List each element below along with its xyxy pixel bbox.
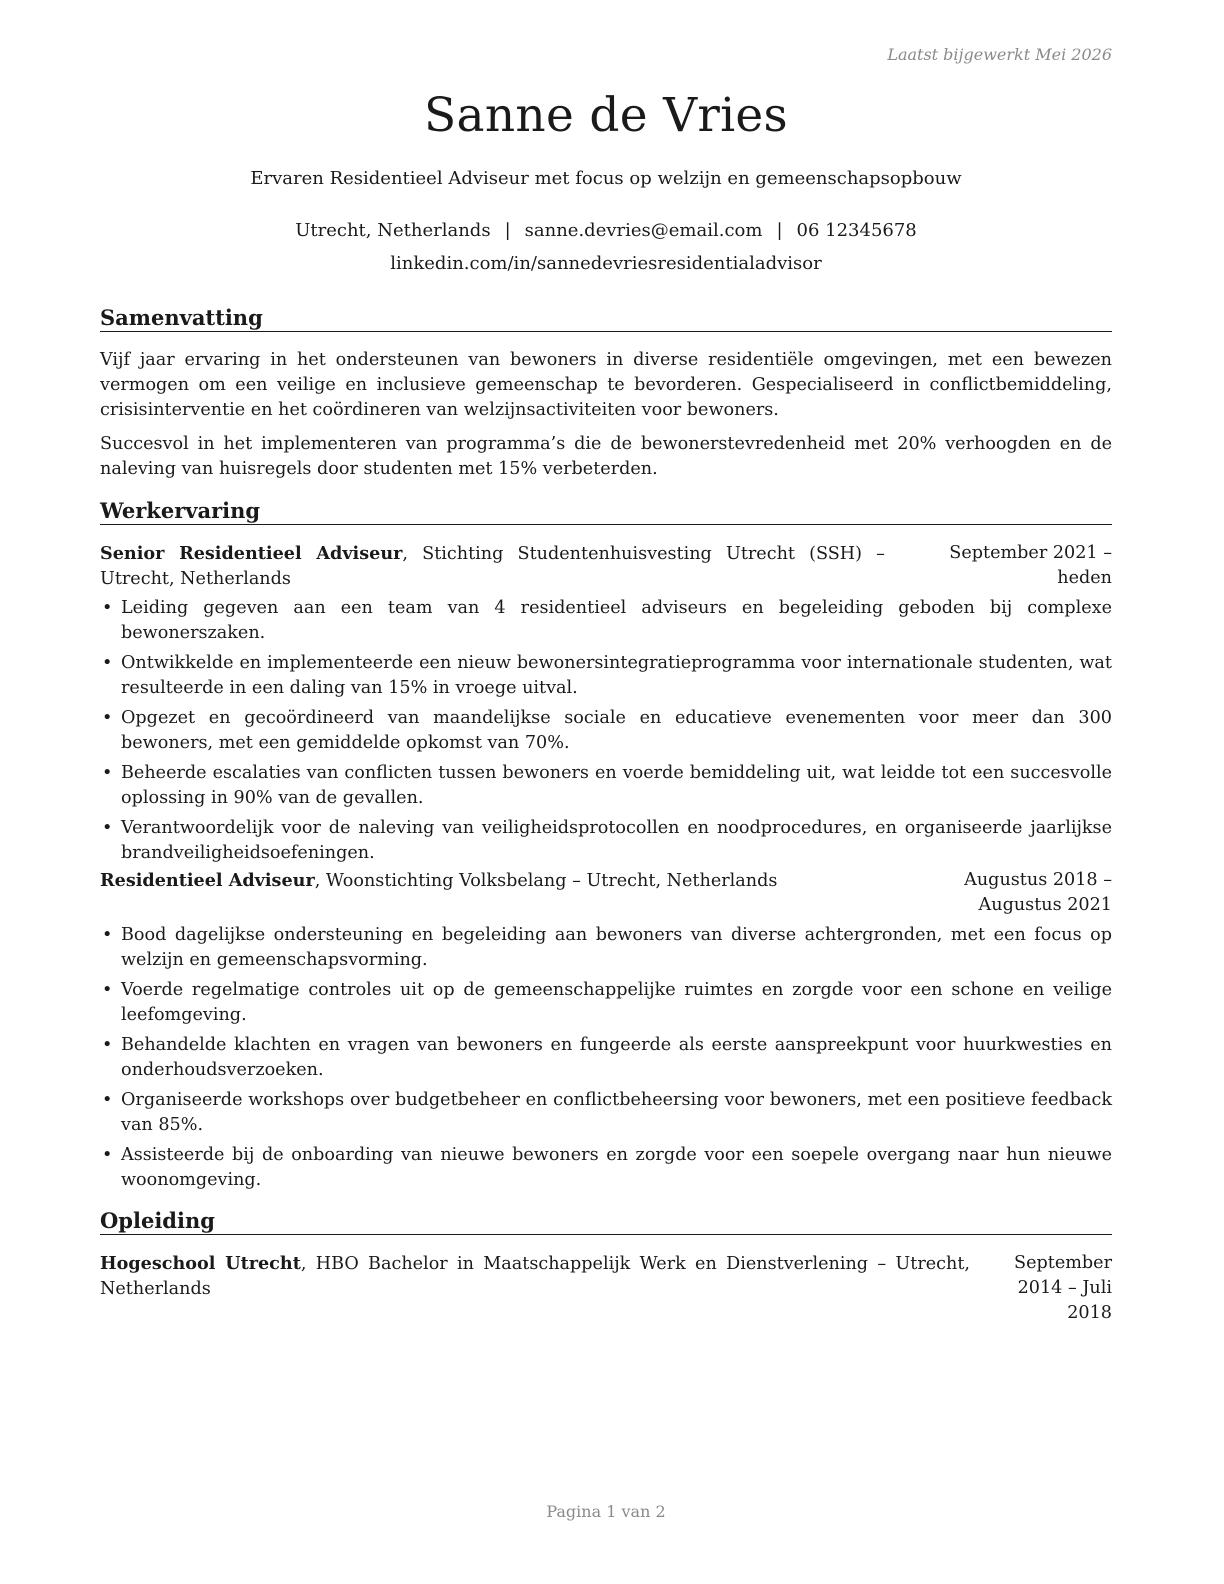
- job-dates: September 2021 – heden: [949, 543, 1112, 588]
- resume-page: [100, 0, 1112, 1584]
- section-title-education: Opleiding: [100, 1208, 1112, 1235]
- job-header: [100, 868, 1112, 918]
- list-item: • Behandelde klachten en vragen van bewoners en fungeerde als eerste aanspreekpunt voor huurkwesties en onderhoudsverzoeken.: [100, 1033, 1112, 1083]
- job-role: Senior Residentieel Adviseur: [100, 543, 403, 564]
- job-role: Residentieel Adviseur: [100, 870, 315, 891]
- page-number: Pagina 1 van 2: [546, 1502, 666, 1521]
- job-title-line: [100, 541, 885, 592]
- education-title-line: [100, 1251, 970, 1302]
- contact-line: [100, 220, 1112, 241]
- degree: , HBO Bachelor in Maatschappelijk Werk en Dienstverlening – Utrecht, Netherlands: [100, 1254, 971, 1299]
- list-item: • Leiding gegeven aan een team van 4 residentieel adviseurs en begeleiding geboden bij complexe bewonerszaken.: [100, 596, 1112, 646]
- list-item: • Voerde regelmatige controles uit op de gemeenschappelijke ruimtes en zorgde voor een schone en veilige leefomgeving.: [100, 978, 1112, 1028]
- job-bullet-list: [100, 923, 1112, 1198]
- summary-paragraph: Vijf jaar ervaring in het ondersteunen van bewoners in diverse residentiële omgevingen, met een bewezen vermogen om een veilige en inclusieve gemeenschap te bevorderen. Gespecialiseerd in conflictbemiddeling, crisisinterventie en het coördineren van welzijnsactiviteiten voor bewoners.: [100, 350, 1112, 420]
- list-item: • Beheerde escalaties van conflicten tussen bewoners en voerde bemiddeling uit, wat leidde tot een succesvolle oplossing in 90% van de gevallen.: [100, 761, 1112, 811]
- job-organization: , Stichting Studentenhuisvesting Utrecht (SSH) – Utrecht, Netherlands: [100, 544, 885, 589]
- tagline: Ervaren Residentieel Adviseur met focus op welzijn en gemeenschapsopbouw: [250, 168, 962, 189]
- list-item: • Organiseerde workshops over budgetbeheer en conflictbeheersing voor bewoners, met een positieve feedback van 85%.: [100, 1088, 1112, 1138]
- linkedin-link[interactable]: linkedin.com/in/sannedevriesresidentialadvisor: [390, 253, 822, 274]
- job-header: [100, 541, 1112, 591]
- section-title-summary: Samenvatting: [100, 305, 1112, 332]
- location: Utrecht, Netherlands: [295, 220, 491, 241]
- contact-separator: |: [776, 220, 783, 241]
- candidate-name: Sanne de Vries: [424, 88, 788, 143]
- education-entry: [100, 1251, 1112, 1323]
- last-updated: Laatst bijgewerkt Mei 2026: [887, 45, 1112, 64]
- contact-separator: |: [504, 220, 511, 241]
- school-name: Hogeschool Utrecht: [100, 1253, 301, 1274]
- list-item: • Opgezet en gecoördineerd van maandelijkse sociale en educatieve evenementen voor meer dan 300 bewoners, met een gemiddelde opkomst van 70%.: [100, 706, 1112, 756]
- list-item: • Assisteerde bij de onboarding van nieuwe bewoners en zorgde voor een soepele overgang naar hun nieuwe woonomgeving.: [100, 1143, 1112, 1193]
- job-bullet-list: [100, 596, 1112, 871]
- education-dates: September 2014 – Juli 2018: [1014, 1253, 1112, 1323]
- list-item: • Ontwikkelde en implementeerde een nieuw bewonersintegratieprogramma voor internationale studenten, wat resulteerde in een daling van 15% in vroege uitval.: [100, 651, 1112, 701]
- email-link[interactable]: sanne.devries@email.com: [524, 220, 763, 241]
- phone-number: 06 12345678: [796, 220, 917, 241]
- summary-paragraph: Succesvol in het implementeren van programma’s die de bewonerstevredenheid met 20% verhoogden en de naleving van huisregels door studenten met 15% verbeterden.: [100, 434, 1112, 479]
- job-organization: , Woonstichting Volksbelang – Utrecht, Netherlands: [314, 871, 778, 891]
- list-item: • Bood dagelijkse ondersteuning en begeleiding aan bewoners van diverse achtergronden, met een focus op welzijn en gemeenschapsvorming.: [100, 923, 1112, 973]
- job-title-line: [100, 868, 860, 894]
- job-dates: Augustus 2018 – Augustus 2021: [964, 870, 1112, 915]
- section-title-experience: Werkervaring: [100, 498, 1112, 525]
- list-item: • Verantwoordelijk voor de naleving van veiligheidsprotocollen en noodprocedures, en organiseerde jaarlijkse brandveiligheidsoefeningen.: [100, 816, 1112, 866]
